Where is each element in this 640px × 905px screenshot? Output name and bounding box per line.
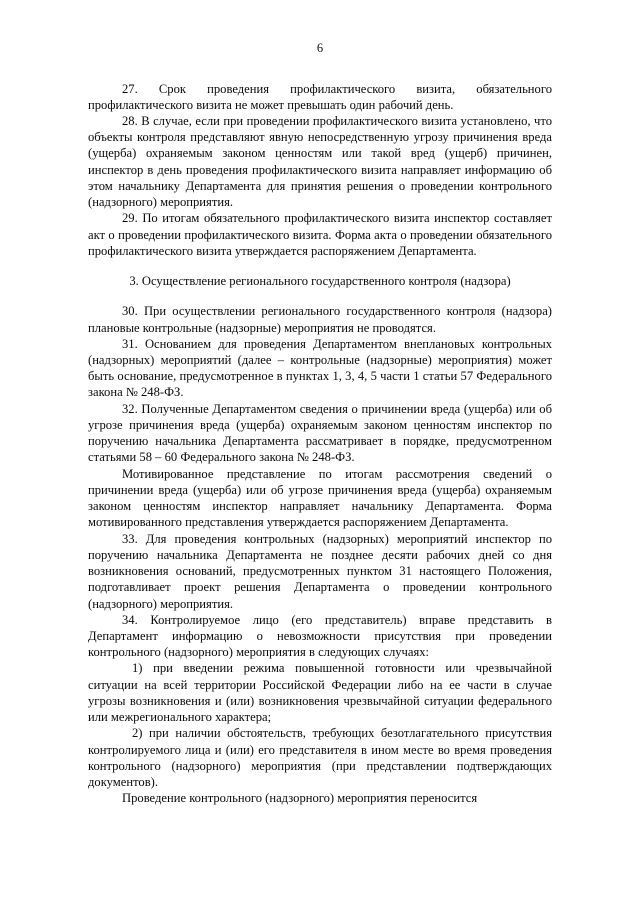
paragraph-31: 31. Основанием для проведения Департаментом внеплановых контрольных (надзорных) мероприятий (далее – контрольные (надзорные) мероприятия) может быть основание, предусмотренное в пунктах 1, 3, 4, 5 части 1 статьи 57 Федерального закона № 248-ФЗ.: [88, 336, 552, 400]
sub-item-2: 2) при наличии обстоятельств, требующих безотлагательного присутствия контролируемого лица и (или) его представителя в ином месте во время проведения контрольного (надзорного) мероприятия (при представлении подтверждающих документов).: [88, 726, 552, 790]
page-number: 6: [316, 41, 324, 55]
paragraph-29: 29. По итогам обязательного профилактического визита инспектор составляет акт о проведении профилактического визита. Форма акта о проведении обязательного профилактического визита утверждается распоряжением Департамента.: [88, 211, 552, 258]
section-heading: 3. Осуществление регионального государственного контроля (надзора): [129, 274, 511, 289]
paragraph-30: 30. При осуществлении регионального государственного контроля (надзора) плановые контрольные (надзорные) мероприятия не проводятся.: [88, 304, 552, 335]
paragraph-motivated-representation: Мотивированное представление по итогам рассмотрения сведений о причинении вреда (ущерба) или об угрозе причинения вреда (ущерба) охраняемым законом ценностям инспектор направляет начальнику Департамента. Форма мотивированного представления утверждается распоряжением Департамента.: [88, 466, 552, 530]
sub-item-1: 1) при введении режима повышенной готовности или чрезвычайной ситуации на всей территории Российской Федерации либо на ее части в случае угрозы возникновения и (или) возникновения чрезвычайной ситуации федерального или межрегионального характера;: [88, 661, 552, 725]
paragraph-tail: Проведение контрольного (надзорного) мероприятия переносится: [122, 791, 478, 806]
paragraph-33: 33. Для проведения контрольных (надзорных) мероприятий инспектор по поручению начальника Департамента не позднее десяти рабочих дней со дня возникновения оснований, предусмотренных пунктом 31 настоящего Положения, подготавливает проект решения Департамента о проведении контрольного (надзорного) мероприятия.: [88, 531, 552, 611]
paragraph-32: 32. Полученные Департаментом сведения о причинении вреда (ущерба) или об угрозе причинения вреда (ущерба) охраняемым законом ценностям инспектор по поручению начальника Департамента рассматривает в порядке, предусмотренном статьями 58 – 60 Федерального закона № 248-ФЗ.: [88, 401, 552, 465]
paragraph-34: 34. Контролируемое лицо (его представитель) вправе представить в Департамент информацию о невозможности присутствия при проведении контрольного (надзорного) мероприятия в следующих случаях:: [88, 612, 552, 660]
paragraph-27: 27. Срок проведения профилактического визита, обязательного профилактического визита не может превышать один рабочий день.: [88, 81, 552, 112]
paragraph-28: 28. В случае, если при проведении профилактического визита установлено, что объекты контроля представляют явную непосредственную угрозу причинения вреда (ущерба) охраняемым законом ценностям или такой вред (ущерб) причинен, инспектор в день проведения профилактического визита направляет информацию об этом начальнику Департамента для принятия решения о проведении контрольного (надзорного) мероприятия.: [88, 113, 552, 210]
